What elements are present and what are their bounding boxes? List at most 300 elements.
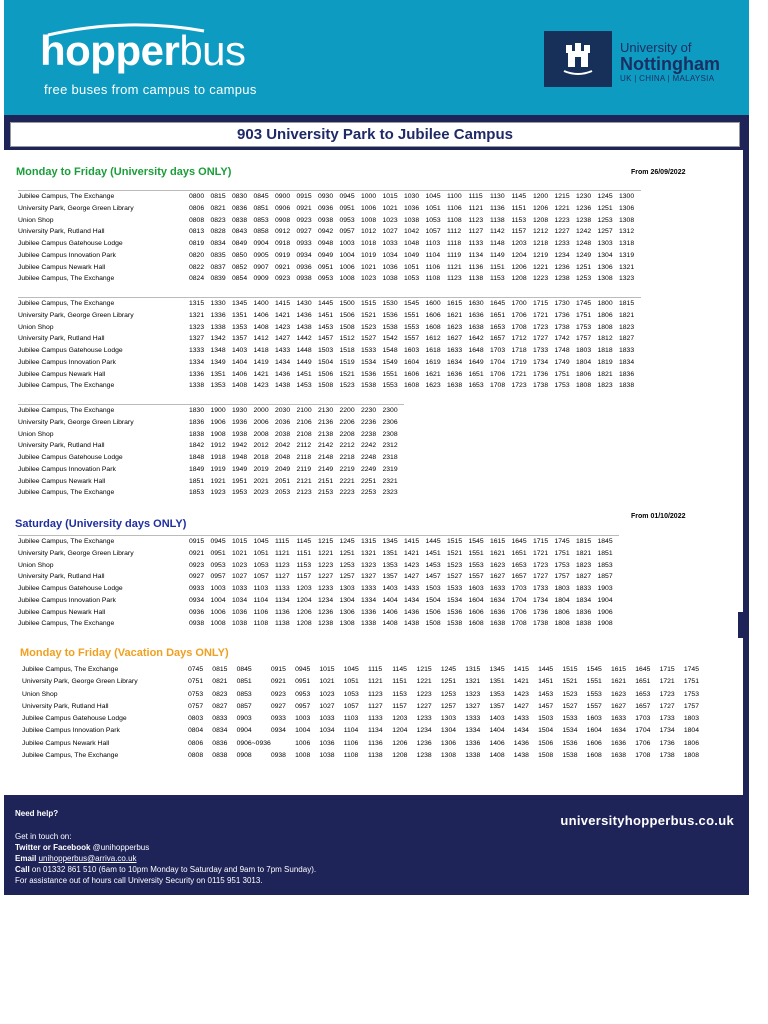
departure-time: 1330 [211,298,233,310]
departure-time: 1123 [468,216,484,224]
departure-time: 1453 [318,323,334,331]
departure-time: 1233 [416,715,432,723]
departure-time: 1034 [382,251,398,259]
stop-name: Jubilee Campus Gatehouse Lodge [18,585,123,592]
departure-time: 1219 [533,251,549,259]
departure-time: 1418 [253,347,269,354]
departure-time: 1236 [416,739,432,747]
timetable-row [18,417,404,429]
departure-time: 1033 [382,240,398,247]
departure-time: 1521 [447,549,463,557]
departure-time: 1230 [576,191,598,203]
departure-time: 2212 [339,442,355,450]
departure-time: 1238 [554,275,570,283]
departure-time: 1323 [189,323,205,331]
departure-time: 1423 [253,382,269,390]
departure-time: 1738 [533,620,549,628]
departure-time: 2000 [254,405,276,417]
timetable-row [22,713,708,725]
departure-time: 1733 [659,715,675,723]
departure-time: 1906 [210,418,226,426]
departure-time: 1738 [533,382,549,390]
departure-time: 1036 [319,739,335,747]
departure-time: 0905 [253,251,269,259]
departure-time: 2019 [253,465,269,473]
departure-time: 1030 [404,191,426,203]
departure-time: 1404 [382,596,398,604]
departure-time: 1442 [296,335,312,343]
departure-time: 0854 [232,275,248,283]
departure-time: 1433 [404,585,420,592]
departure-time: 2306 [382,418,398,426]
departure-time: 1608 [586,752,602,760]
departure-time: 1434 [275,358,291,366]
departure-time: 0906~0936 [236,739,271,747]
departure-time: 0923 [270,690,286,698]
departure-time: 1115 [275,536,297,548]
departure-time: 0933 [270,715,286,723]
departure-time: 0919 [275,251,291,259]
departure-time: 1600 [426,298,448,310]
stop-name: Jubilee Campus Newark Hall [18,263,106,271]
departure-time: 1106 [425,263,441,271]
departure-time: 2206 [339,418,355,426]
departure-time: 0953 [339,216,355,224]
call-label: Call [15,865,30,874]
stop-name: Union Shop [18,323,54,331]
timetable-row [22,701,708,713]
departure-time: 0957 [295,702,311,710]
departure-time: 1853 [189,489,205,497]
departure-time: 1930 [232,405,254,417]
departure-time: 0923 [296,216,312,224]
stop-name: Jubilee Campus Innovation Park [18,596,116,604]
departure-time: 2112 [296,442,312,450]
departure-time: 1727 [533,335,549,343]
departure-time: 1753 [554,382,570,390]
departure-time: 1130 [490,191,512,203]
departure-time: 1538 [447,620,463,628]
departure-time: 2130 [318,405,340,417]
departure-time: 1823 [597,382,613,390]
departure-time: 1753 [576,323,592,331]
departure-time: 0800 [189,191,211,203]
departure-time: 1051 [253,549,269,557]
stop-name: Jubilee Campus, The Exchange [18,191,189,203]
departure-time: 1038 [319,752,335,760]
departure-time: 1836 [576,608,592,616]
departure-time: 0951 [318,263,334,271]
departure-time: 1803 [554,585,570,592]
timetable-row [18,273,641,285]
departure-time: 1406 [489,739,505,747]
departure-time: 1004 [339,251,355,259]
departure-time: 0945 [295,666,311,673]
departure-time: 0820 [189,251,205,259]
departure-time: 1249 [576,251,592,259]
departure-time: 2023 [253,489,269,497]
departure-time: 2042 [275,442,291,450]
security-line: For assistance out of hours call University Security on 0115 951 3013. [15,876,263,885]
departure-time: 1533 [447,585,463,592]
email-link[interactable]: unihopperbus@arriva.co.uk [38,854,137,863]
timetable-row [18,618,619,630]
departure-time: 1151 [296,549,312,557]
email-label: Email [15,854,37,863]
departure-time: 1736 [659,739,675,747]
departure-time: 1612 [425,335,441,343]
departure-time: 1103 [253,585,269,592]
departure-time: 1253 [576,275,592,283]
departure-time: 1512 [339,335,355,343]
departure-time: 1023 [319,690,335,698]
departure-time: 1327 [361,573,377,581]
timetable-row [18,310,641,322]
departure-time: 1053 [404,275,420,283]
departure-time: 1627 [610,702,627,710]
departure-time: 1749 [554,358,570,366]
departure-time: 1921 [210,477,226,485]
departure-time: 1506 [425,608,441,616]
departure-time: 1804 [554,596,570,604]
twitter-line [15,842,316,853]
departure-time: 1306 [440,739,457,747]
departure-time: 1203 [392,715,408,723]
departure-time: 1651 [635,678,651,686]
departure-time: 1145 [297,536,319,548]
departure-time: 1606 [586,739,602,747]
departure-time: 1938 [232,430,248,438]
weekday-from-date: From 26/09/2022 [631,169,686,176]
departure-time: 1821 [597,370,613,378]
departure-time: 0900 [275,191,297,203]
departure-time: 1027 [232,573,248,581]
departure-time: 2208 [339,430,355,438]
departure-time: 1533 [361,347,377,354]
departure-time: 0903 [236,715,252,723]
departure-time: 1757 [683,702,699,710]
departure-time: 1021 [232,549,248,557]
departure-time: 1423 [404,561,420,569]
departure-time: 1138 [490,216,505,224]
departure-time: 1008 [210,620,226,628]
departure-time: 1321 [465,678,481,686]
departure-time: 1006 [295,739,311,747]
departure-time: 1238 [318,620,334,628]
departure-time: 0951 [295,678,311,686]
stop-name: University Park, Rutland Hall [18,228,105,236]
departure-time: 1523 [339,382,355,390]
departure-time: 0918 [275,240,291,247]
stop-name: Jubilee Campus Gatehouse Lodge [18,454,123,461]
departure-time: 1451 [318,311,334,319]
departure-time: 1027 [319,702,335,710]
timetable-row [18,536,619,548]
departure-time: 1338 [465,752,481,760]
departure-time: 1215 [416,666,432,673]
departure-time: 1500 [340,298,362,310]
departure-time: 0834 [210,240,226,247]
departure-time: 1430 [297,298,319,310]
departure-time: 0851 [253,204,269,212]
departure-time: 1351 [232,311,248,319]
departure-time: 1634 [447,358,463,366]
departure-time: 0927 [189,573,205,581]
departure-time: 1336 [465,739,481,747]
departure-time: 1636 [447,370,463,378]
departure-time: 1521 [562,678,578,686]
departure-time: 1545 [469,536,491,548]
departure-time: 0957 [339,228,355,236]
hopperbus-logo: hopperbus [40,27,246,74]
departure-time: 1757 [576,335,592,343]
departure-time: 1445 [538,666,554,673]
departure-time: 1121 [368,678,383,686]
departure-time: 1248 [576,240,592,247]
departure-time: 1712 [511,335,527,343]
departure-time: 1527 [562,702,578,710]
departure-time: 1134 [368,727,383,735]
departure-time: 2300 [383,405,405,417]
departure-time: 1949 [232,465,248,473]
departure-time: 1623 [490,561,506,569]
departure-time: 1621 [425,370,441,378]
departure-time: 1433 [275,347,291,354]
departure-time: 1400 [254,298,276,310]
departure-time: 0912 [275,228,291,236]
departure-time: 1636 [468,311,484,319]
departure-time: 1806 [597,311,613,319]
stop-name: University Park, Rutland Hall [18,335,105,343]
departure-time: 0904 [253,240,269,247]
stop-name: Jubilee Campus Innovation Park [18,358,116,366]
departure-time: 1723 [533,561,549,569]
departure-time: 1103 [343,715,359,723]
departure-time: 1706 [511,311,527,319]
departure-time: 1534 [562,727,578,735]
departure-time: 0907 [253,263,269,271]
departure-time: 1533 [562,715,578,723]
departure-time: 1427 [404,573,420,581]
departure-time: 1819 [597,358,613,366]
departure-time: 1206 [296,608,312,616]
departure-time: 1621 [447,311,463,319]
stop-name: Jubilee Campus, The Exchange [18,275,115,283]
departure-time: 1908 [597,620,613,628]
departure-time: 1106 [447,204,462,212]
departure-time: 1100 [447,191,469,203]
departure-time: 1908 [210,430,226,438]
stop-name: Jubilee Campus, The Exchange [18,382,115,390]
departure-time: 1703 [511,585,527,592]
departure-time: 1904 [597,596,613,604]
departure-time: 1536 [382,311,398,319]
departure-time: 1857 [597,573,613,581]
departure-time: 1051 [425,204,441,212]
departure-time: 1536 [447,608,463,616]
timetable-row [18,238,641,250]
departure-time: 1719 [511,358,527,366]
departure-time: 1053 [253,561,269,569]
departure-time: 1421 [404,549,420,557]
departure-time: 1351 [489,678,505,686]
departure-time: 1253 [339,561,355,569]
departure-time: 0953 [210,561,226,569]
departure-time: 1821 [576,549,592,557]
departure-time: 0835 [210,251,226,259]
departure-time: 1803 [576,347,592,354]
departure-time: 1538 [562,752,578,760]
timetable-row [18,298,641,310]
departure-time: 0822 [189,263,205,271]
departure-time: 1108 [447,216,462,224]
departure-time: 1112 [447,228,462,236]
departure-time: 1203 [511,240,527,247]
timetable-row [18,333,641,345]
departure-time: 1723 [533,323,549,331]
weekday-table-1 [18,190,641,285]
stop-name: Jubilee Campus Gatehouse Lodge [18,347,123,354]
departure-time: 1303 [339,585,355,592]
departure-time: 0915 [297,191,319,203]
departure-time: 0951 [210,549,226,557]
departure-time: 1121 [447,263,462,271]
departure-time: 1151 [511,204,527,212]
departure-time: 1103 [425,240,441,247]
departure-time: 1015 [383,191,405,203]
departure-time: 1912 [210,442,226,450]
departure-time: 1804 [683,727,699,735]
timetable-row [18,452,404,464]
departure-time: 0839 [210,275,226,283]
stop-name: Jubilee Campus Innovation Park [18,465,116,473]
departure-time: 2119 [296,465,312,473]
departure-time: 1545 [586,666,602,673]
twitter-handle[interactable]: @unihopperbus [90,843,150,852]
departure-time: 0830 [232,191,254,203]
departure-time: 1704 [635,727,651,735]
departure-time: 1948 [232,454,248,461]
departure-time: 1448 [296,347,312,354]
weekday-heading: Monday to Friday (University days ONLY) [16,166,232,178]
stop-name: University Park, Rutland Hall [22,702,109,710]
departure-time: 1136 [468,263,484,271]
departure-time: 1321 [361,549,377,557]
departure-time: 1018 [361,240,377,247]
departure-time: 1838 [189,430,205,438]
departure-time: 1603 [468,585,484,592]
stop-name: Union Shop [18,216,54,224]
departure-time: 1033 [232,585,248,592]
departure-time: 1315 [361,536,383,548]
departure-time: 1542 [382,335,398,343]
timetable-row [18,215,641,227]
departure-time: 1127 [468,228,484,236]
departure-time: 1457 [538,702,554,710]
departure-time: 1808 [683,752,699,760]
departure-time: 1936 [232,418,248,426]
website-link[interactable]: universityhopperbus.co.uk [560,813,734,828]
departure-time: 1621 [490,549,506,557]
departure-time: 1436 [275,370,291,378]
departure-time: 0933 [189,585,205,592]
departure-time: 1634 [610,727,627,735]
departure-time: 1604 [468,596,484,604]
departure-time: 0857 [236,702,252,710]
departure-time: 1104 [253,596,269,604]
timetable-row [18,250,641,262]
timetable-row [18,226,641,238]
departure-time: 1833 [576,585,592,592]
timetable-row [22,725,708,737]
departure-time: 1208 [392,752,408,760]
stop-name: University Park, George Green Library [18,311,134,319]
stop-name: University Park, George Green Library [22,678,138,686]
departure-time: 1848 [189,454,205,461]
departure-time: 1403 [489,715,505,723]
departure-time: 1534 [361,358,377,366]
departure-time: 1408 [232,382,248,390]
departure-time: 1333 [189,347,205,354]
departure-time: 1742 [554,335,570,343]
departure-time: 1115 [368,666,383,673]
departure-time: 1133 [275,585,290,592]
departure-time: 1523 [447,561,463,569]
vacation-heading: Monday to Friday (Vacation Days ONLY) [20,647,229,659]
departure-time: 1606 [468,608,484,616]
departure-time: 1415 [404,536,426,548]
departure-time: 1133 [368,715,383,723]
need-help-label: Need help? [15,809,59,818]
departure-time: 1453 [296,382,312,390]
timetable-row [18,487,404,499]
stop-name: University Park, George Green Library [18,204,134,212]
departure-time: 1042 [404,228,420,236]
departure-time: 1733 [533,347,549,354]
departure-time: 1136 [368,739,383,747]
departure-time: 1549 [382,358,398,366]
departure-time: 1223 [554,216,570,224]
departure-time: 1606 [404,370,420,378]
departure-time: 2138 [318,430,334,438]
departure-time: 1345 [383,536,405,548]
departure-time: 1106 [343,739,359,747]
departure-time: 0851 [236,678,252,686]
departure-time: 0850 [232,251,248,259]
departure-time: 1353 [489,690,505,698]
departure-time: 1503 [318,347,334,354]
departure-time: 1519 [339,358,355,366]
departure-time: 1045 [254,536,276,548]
stop-name: Jubilee Campus, The Exchange [18,489,115,497]
departure-time: 1245 [598,191,620,203]
departure-time: 1608 [468,620,484,628]
departure-time: 1623 [425,382,441,390]
departure-time: 0837 [210,263,226,271]
departure-time: 1133 [468,240,484,247]
departure-time: 1851 [189,477,205,485]
departure-time: 1119 [447,251,462,259]
departure-time: 1721 [533,311,549,319]
departure-time: 1553 [382,382,398,390]
departure-time: 1806 [683,739,699,747]
get-in-touch: Get in touch on: [15,832,72,841]
departure-time: 1727 [659,702,675,710]
university-line-1: University of [620,40,692,55]
departure-time: 1157 [392,702,407,710]
departure-time: 1008 [339,275,355,283]
departure-time: 1003 [295,715,311,723]
